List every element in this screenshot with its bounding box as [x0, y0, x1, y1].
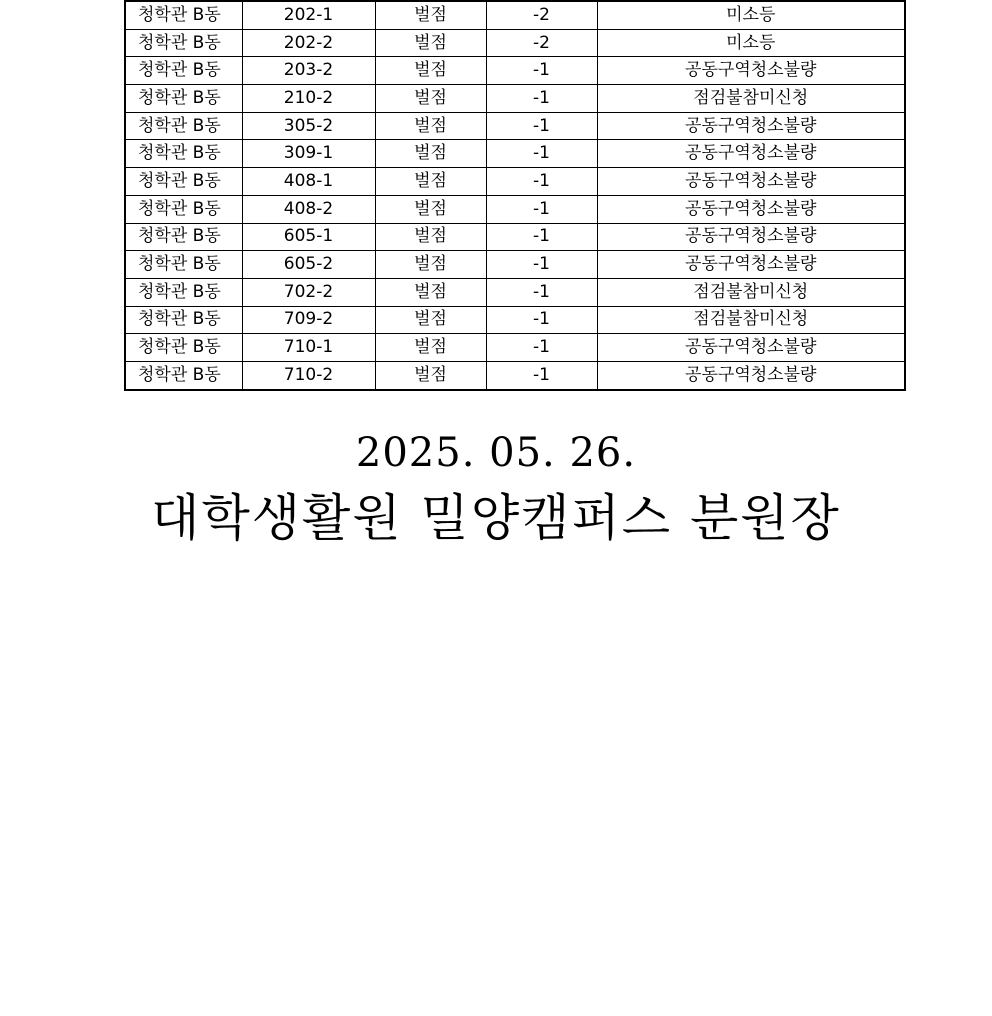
cell-room: 702-2 [242, 278, 375, 306]
issuer-signature: 대학생활원 밀양캠퍼스 분원장 [151, 489, 841, 547]
cell-reason: 미소등 [597, 1, 905, 29]
cell-building: 청학관 B동 [125, 168, 242, 196]
cell-building: 청학관 B동 [125, 57, 242, 85]
table-row [125, 85, 905, 113]
cell-points: -2 [486, 1, 597, 29]
cell-reason: 공동구역청소불량 [597, 361, 905, 389]
cell-reason: 공동구역청소불량 [597, 251, 905, 279]
cell-reason: 공동구역청소불량 [597, 334, 905, 362]
cell-reason: 점검불참미신청 [597, 278, 905, 306]
cell-type: 벌점 [375, 223, 486, 251]
cell-points: -1 [486, 361, 597, 389]
cell-building: 청학관 B동 [125, 251, 242, 279]
cell-room: 605-2 [242, 251, 375, 279]
cell-type: 벌점 [375, 251, 486, 279]
cell-type: 벌점 [375, 306, 486, 334]
cell-points: -1 [486, 251, 597, 279]
cell-building: 청학관 B동 [125, 85, 242, 113]
cell-room: 408-2 [242, 195, 375, 223]
cell-room: 305-2 [242, 112, 375, 140]
cell-reason: 미소등 [597, 29, 905, 57]
cell-points: -1 [486, 278, 597, 306]
cell-type: 벌점 [375, 334, 486, 362]
cell-type: 벌점 [375, 29, 486, 57]
penalty-table [124, 0, 906, 391]
cell-points: -1 [486, 195, 597, 223]
cell-room: 203-2 [242, 57, 375, 85]
cell-type: 벌점 [375, 361, 486, 389]
cell-points: -1 [486, 112, 597, 140]
cell-building: 청학관 B동 [125, 140, 242, 168]
cell-reason: 점검불참미신청 [597, 85, 905, 113]
cell-room: 709-2 [242, 306, 375, 334]
cell-type: 벌점 [375, 112, 486, 140]
cell-type: 벌점 [375, 168, 486, 196]
cell-reason: 공동구역청소불량 [597, 195, 905, 223]
table-row [125, 140, 905, 168]
cell-type: 벌점 [375, 57, 486, 85]
cell-building: 청학관 B동 [125, 334, 242, 362]
cell-building: 청학관 B동 [125, 361, 242, 389]
cell-points: -2 [486, 29, 597, 57]
table-row [125, 278, 905, 306]
cell-reason: 공동구역청소불량 [597, 223, 905, 251]
cell-points: -1 [486, 140, 597, 168]
table-row [125, 1, 905, 29]
cell-building: 청학관 B동 [125, 1, 242, 29]
cell-building: 청학관 B동 [125, 223, 242, 251]
notice-date: 2025. 05. 26. [355, 430, 637, 476]
cell-room: 710-2 [242, 361, 375, 389]
cell-points: -1 [486, 57, 597, 85]
cell-building: 청학관 B동 [125, 29, 242, 57]
cell-room: 202-1 [242, 1, 375, 29]
cell-type: 벌점 [375, 278, 486, 306]
cell-reason: 공동구역청소불량 [597, 57, 905, 85]
table-row [125, 112, 905, 140]
table-row [125, 306, 905, 334]
cell-room: 210-2 [242, 85, 375, 113]
cell-points: -1 [486, 334, 597, 362]
cell-room: 202-2 [242, 29, 375, 57]
cell-reason: 공동구역청소불량 [597, 168, 905, 196]
cell-points: -1 [486, 168, 597, 196]
cell-points: -1 [486, 223, 597, 251]
table-row [125, 361, 905, 389]
table-row [125, 334, 905, 362]
cell-room: 408-1 [242, 168, 375, 196]
cell-reason: 점검불참미신청 [597, 306, 905, 334]
table-row [125, 223, 905, 251]
cell-building: 청학관 B동 [125, 195, 242, 223]
cell-reason: 공동구역청소불량 [597, 112, 905, 140]
penalty-table-body [125, 1, 905, 390]
cell-points: -1 [486, 85, 597, 113]
table-row [125, 251, 905, 279]
cell-room: 710-1 [242, 334, 375, 362]
cell-room: 605-1 [242, 223, 375, 251]
table-row [125, 195, 905, 223]
table-row [125, 168, 905, 196]
cell-building: 청학관 B동 [125, 278, 242, 306]
cell-type: 벌점 [375, 140, 486, 168]
cell-type: 벌점 [375, 1, 486, 29]
cell-room: 309-1 [242, 140, 375, 168]
table-row [125, 29, 905, 57]
cell-building: 청학관 B동 [125, 306, 242, 334]
cell-points: -1 [486, 306, 597, 334]
table-row [125, 57, 905, 85]
cell-building: 청학관 B동 [125, 112, 242, 140]
cell-type: 벌점 [375, 195, 486, 223]
cell-type: 벌점 [375, 85, 486, 113]
cell-reason: 공동구역청소불량 [597, 140, 905, 168]
